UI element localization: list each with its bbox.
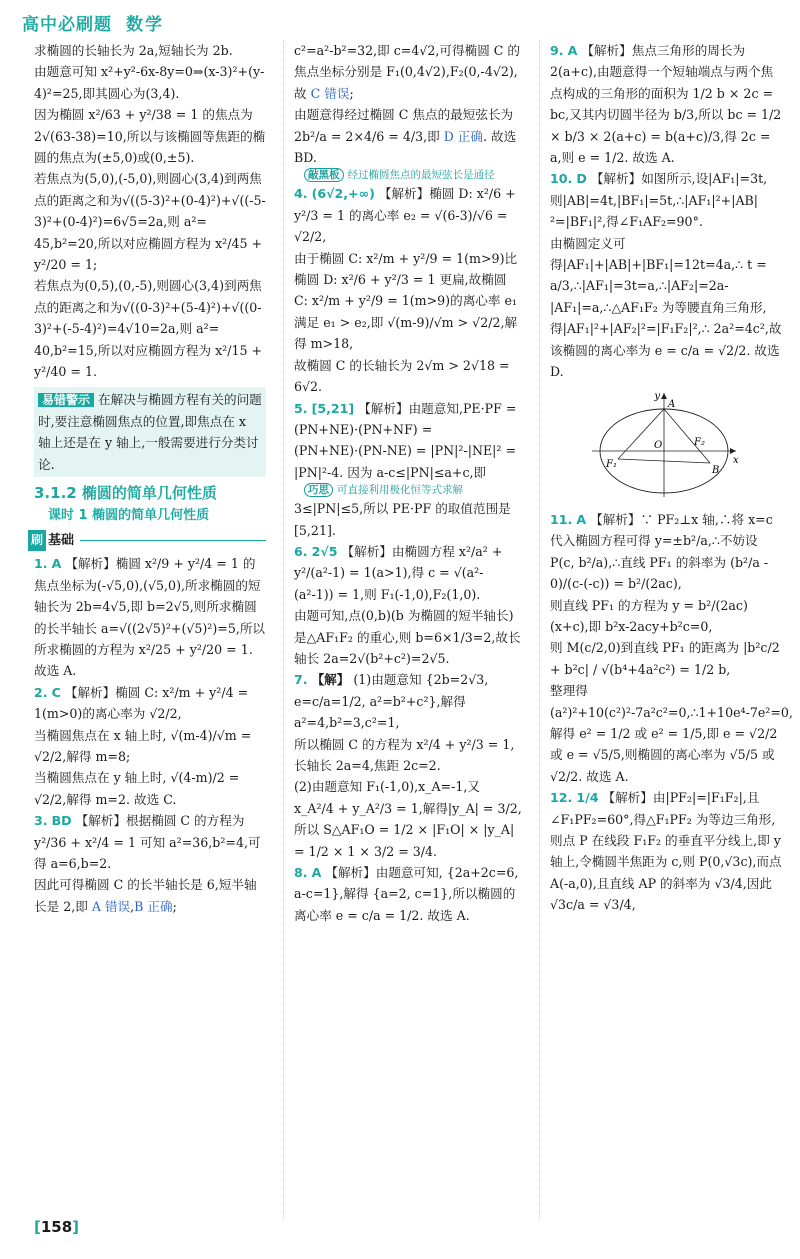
question-11 xyxy=(550,509,782,595)
question-6 xyxy=(294,541,522,605)
label-O: O xyxy=(654,439,663,451)
basic-tag: 刷 xyxy=(28,530,46,551)
column-3 xyxy=(550,40,793,916)
text-line: 当椭圆焦点在 y 轴上时, √(4-m)/2 = √2/2,解得 m=2. 故选 C. xyxy=(34,770,240,807)
solution-text: 【解析】如图所示,设|AF₁|=3t,则|AB|=4t,|BF₁|=5t,∴|AF₁|²+|AB|²=|BF₁|²,得∠F₁AF₂=90°. xyxy=(550,171,768,230)
question-5 xyxy=(294,398,522,484)
divider xyxy=(80,540,266,541)
text-line: 所以椭圆 C 的方程为 x²/4 + y²/3 = 1,长轴长 2a=4,焦距 2c=2. xyxy=(294,736,515,773)
text-line: 由题意可知 x²+y²-6x-8y=0⇒(x-3)²+(y-4)²=25,即其圆心为(3,4). xyxy=(34,64,265,101)
label-x: x xyxy=(733,454,739,466)
text-line: 求椭圆的长轴长为 2a,短轴长为 2b. xyxy=(34,43,233,58)
warning-tag: 易错警示 xyxy=(38,393,94,407)
answer: D xyxy=(576,171,587,187)
option-judgment: D 正确 xyxy=(443,128,483,144)
solution-tag: 【解】 xyxy=(311,672,350,688)
answer: [5,21] xyxy=(311,400,355,416)
text-line: 45,b²=20,所以对应椭圆方程为 x²/45 + y²/20 = 1; xyxy=(34,235,263,273)
solution-text: 【解析】椭圆 C: x²/m + y²/4 = 1(m>0)的离心率为 √2/2, xyxy=(34,684,249,722)
text-line: 由椭圆定义可得|AF₁|+|AB|+|BF₁|=12t=4a,∴ t = a/3,∴|AF₁|=3t=a,∴|AF₂|=2a-|AF₁|=a,∴△AF₁F₂ 为等腰直角三角形,得|AF₁|²+|AF₂|²=|F₁F₂|²,∴ 2a²=4c²,故该椭圆的离心率为 e = c/a = √2/2. 故选 D. xyxy=(550,235,782,380)
ellipse-diagram xyxy=(590,389,740,499)
text-line: 故椭圆 C 的长轴长为 2√m > 2√18 = 6√2. xyxy=(294,357,510,395)
question-number: 4. xyxy=(294,186,308,202)
text-line: 当椭圆焦点在 x 轴上时, √(m-4)/√m = √2/2,解得 m=8; xyxy=(34,727,252,764)
tip-tag: 巧思 xyxy=(304,483,333,497)
column-divider xyxy=(283,40,284,1220)
solution-text: 【解析】椭圆 D: x²/6 + y²/3 = 1 的离心率 e₂ = √(6-3)/√6 = √2/2, xyxy=(294,186,516,245)
tip-note xyxy=(304,483,522,498)
solution-text: 【解析】由|PF₂|=|F₁F₂|,且∠F₁PF₂=60°,得△F₁PF₂ 为等边三角形,则点 P 在线段 F₁F₂ 的垂直平分线上,即 y 轴上,令椭圆半焦距为 c,则 P(0,√3c),而点 A(-a,0),且直线 AP 的斜率为 √3/4,因此 √3c/a = √3/4, xyxy=(550,790,782,913)
question-10 xyxy=(550,168,782,232)
question-7 xyxy=(294,669,522,733)
solution-text: (1)由题意知 {2b=2√3, e=c/a=1/2, a²=b²+c²},解得 a²=4,b²=3,c²=1, xyxy=(294,672,489,731)
text-line: 由题可知,点(0,b)(b 为椭圆的短半轴长)是△AF₁F₂ 的重心,则 b=6×1/3=2,故长轴长 2a=2√(b²+c²)=2√5. xyxy=(294,608,521,666)
solution-text: 因此可得椭圆 C 的长半轴长是 6,短半轴长是 2,即 xyxy=(34,877,257,914)
tip-text: 可直接利用极化恒等式求解 xyxy=(337,484,463,497)
question-1 xyxy=(34,553,266,681)
answer: (6√2,+∞) xyxy=(311,186,375,202)
label-F1: F₁ xyxy=(606,458,617,470)
section-title: 3.1.2 椭圆的简单几何性质 xyxy=(34,484,217,503)
question-number: 6. xyxy=(294,543,308,559)
x-axis-arrow-icon xyxy=(730,448,736,454)
basic-header xyxy=(28,530,266,551)
text-line xyxy=(294,104,522,168)
question-number: 12. xyxy=(550,790,573,806)
punctuation: ; xyxy=(172,898,177,914)
question-number: 8. xyxy=(294,865,308,881)
text-line: 由于椭圆 C: x²/m + y²/9 = 1(m>9)比椭圆 D: x²/6 + y²/3 = 1 更扁,故椭圆 C: x²/m + y²/9 = 1(m>9)的离心率 e₁ 满足 e₁ > e₂,即 √(m-9)/√m > √2/2,解得 m>18, xyxy=(294,250,518,352)
text-line: 因此可得椭圆 C 的长半轴长是 6,短半轴长是 2,即 A 错误,B 正确; xyxy=(34,877,257,914)
segment-AB xyxy=(664,409,710,463)
question-number: 3. xyxy=(34,813,48,829)
option-judgment: B 正确 xyxy=(134,898,173,914)
answer: A xyxy=(576,511,587,527)
solution-text: 【解析】由椭圆方程 x²/a² + y²/(a²-1) = 1(a>1),得 c = √(a²-(a²-1)) = 1,则 F₁(-1,0),F₂(1,0). xyxy=(294,543,503,602)
option-judgment: A 错误 xyxy=(91,898,131,914)
column-divider xyxy=(539,40,540,1220)
page-header xyxy=(22,10,282,34)
warning-box xyxy=(34,387,266,478)
segment-F1A xyxy=(618,409,664,459)
answer: 1/4 xyxy=(576,790,599,806)
text-line: (2)由题意知 F₁(-1,0),x_A=-1,又 x_A²/4 + y_A²/3 = 1,解得|y_A| = 3/2, xyxy=(294,779,522,816)
text-line: 则 M(c/2,0)到直线 PF₁ 的距离为 |b²c/2 + b²c| / √(b⁴+4a²c²) = 1/2 b, xyxy=(550,640,780,677)
tip-text: 经过椭圆焦点的最短弦长是通径 xyxy=(347,169,495,182)
solution-text: 【解析】根据椭圆 C 的方程为 y²/36 + x²/4 = 1 可知 a²=36,b²=4,可得 a=6,b=2. xyxy=(34,813,261,872)
question-8 xyxy=(294,862,522,926)
text-line: 3≤|PN|≤5,所以 PE·PF 的取值范围是[5,21]. xyxy=(294,501,511,538)
solution-text: 【解析】焦点三角形的周长为 2(a+c),由题意得一个短轴端点与两个焦点构成的三角形的面积为 1/2 b × 2c = bc,又其内切圆半径为 b/3,所以 bc = 1/2 × b/3 × 2(a+c) = b(a+c)/3,得 2c = a,则 e = 1/2. 故选 A. xyxy=(550,43,782,166)
text-line: 若焦点为(0,5),(0,-5),则圆心(3,4)到两焦点的距离之和为√((0-3)²+(5-4)²)+√((0-3)²+(-5-4)²)=4√10=2a,则 a²= xyxy=(34,278,262,337)
solution-text: 【解析】由题意可知, {2a+2c=6, a-c=1},解得 {a=2, c=1},所以椭圆的离心率 e = c/a = 1/2. 故选 A. xyxy=(294,865,519,923)
question-number: 10. xyxy=(550,171,573,187)
text-line: 所以 S△AF₁O = 1/2 × |F₁O| × |y_A| = 1/2 × 1 × 3/2 = 3/4. xyxy=(294,822,515,859)
basic-label: 基础 xyxy=(48,532,75,548)
book-title: 高中必刷题 xyxy=(22,15,112,35)
solution-text: 由题意得经过椭圆 C 焦点的最短弦长为 2b²/a = 2×4/6 = 4/3,即 xyxy=(294,107,514,144)
solution-text: 【解析】椭圆 x²/9 + y²/4 = 1 的焦点坐标为(-√5,0),(√5,0),所求椭圆的短轴长为 2b=4√5,即 b=2√5,则所求椭圆的长半轴长 a=√((2√5)²+(√5)²)=5,所以所求椭圆的方程为 x²/25 + y²/20 = 1. 故选 A. xyxy=(34,556,266,679)
text-line: 因为椭圆 x²/63 + y²/38 = 1 的焦点为 xyxy=(34,107,253,123)
text-line: 40,b²=15,所以对应椭圆方程为 x²/15 + y²/40 = 1. xyxy=(34,342,263,380)
warning-text: 在解决与椭圆方程有关的问题时,要注意椭圆焦点的位置,即焦点在 x 轴上还是在 y 轴上,一般需要进行分类讨论. xyxy=(38,391,262,472)
label-y: y xyxy=(654,390,660,402)
question-3 xyxy=(34,810,266,874)
question-number: 7. xyxy=(294,672,308,688)
question-number: 2. xyxy=(34,684,48,700)
solution-text: c²=a²-b²=32,即 c=4√2,可得椭圆 C 的焦点坐标分别是 F₁(0,4√2),F₂(0,-4√2),故 xyxy=(294,43,521,101)
answer: A xyxy=(567,43,578,58)
column-2 xyxy=(294,40,522,926)
solution-text: . 故选 BD. xyxy=(294,128,517,166)
page-number: [158] xyxy=(34,1218,80,1236)
answer: BD xyxy=(51,813,72,829)
solution-text: 【解析】由题意知,PE·PF = (PN+NE)·(PN+NF) = (PN+NE)·(PN-NE) = |PN|²-|NE|² = |PN|²-4. 因为 a-c≤|PN|≤a+c,即 xyxy=(294,400,517,480)
column-1 xyxy=(31,40,266,917)
question-4 xyxy=(294,183,522,247)
ellipse-figure xyxy=(590,389,782,505)
punctuation: ; xyxy=(349,85,354,101)
option-judgment: C 错误 xyxy=(310,85,350,101)
text-line: 2√(63-38)=10,所以与该椭圆等焦距的椭圆的焦点为(±5,0)或(0,±5). xyxy=(34,128,266,166)
text-line: 则直线 PF₁ 的方程为 y = b²/(2ac)(x+c),即 b²x-2acy+b²c=0, xyxy=(550,597,748,634)
text-line: 若焦点为(5,0),(-5,0),则圆心(3,4)到两焦点的距离之和为√((5-3)²+(0-4)²)+√((-5-3)²+(0-4)²)=6√5=2a,则 a²= xyxy=(34,171,266,230)
solution-text: 【解析】∵ PF₂⊥x 轴,∴将 x=c 代入椭圆方程可得 y=±b²/a,∴不妨设 P(c, b²/a),∴直线 PF₁ 的斜率为 (b²/a - 0)/(c-(-c)) = b²/(2ac), xyxy=(550,511,773,592)
answer: 2√5 xyxy=(311,543,338,559)
label-F2: F₂ xyxy=(694,436,705,448)
label-B: B xyxy=(712,464,720,476)
question-number: 9. xyxy=(550,43,564,58)
answer: C xyxy=(51,684,61,700)
answer: A xyxy=(311,865,322,881)
question-9 xyxy=(550,40,782,168)
lesson-title: 课时 1 椭圆的简单几何性质 xyxy=(48,507,210,523)
question-12 xyxy=(550,787,782,915)
subject-title: 数学 xyxy=(126,15,164,35)
question-number: 11. xyxy=(550,511,573,527)
label-A: A xyxy=(668,398,676,410)
page-number-value: 158 xyxy=(40,1218,73,1236)
answer: A xyxy=(51,556,62,572)
text-line xyxy=(294,40,522,104)
question-2 xyxy=(34,682,266,725)
question-number: 1. xyxy=(34,556,48,572)
text-line: 整理得(a²)²+10(c²)²-7a²c²=0,∴1+10e⁴-7e²=0,解得 e² = 1/2 或 e² = 1/5,即 e = √2/2 或 e = √5/5,则椭圆的离心率为 √5/5 或 √2/2. 故选 A. xyxy=(550,683,793,784)
y-axis-arrow-icon xyxy=(661,393,667,399)
tip-note xyxy=(304,168,522,183)
tip-tag: 敲黑板 xyxy=(304,168,344,182)
question-number: 5. xyxy=(294,400,308,416)
